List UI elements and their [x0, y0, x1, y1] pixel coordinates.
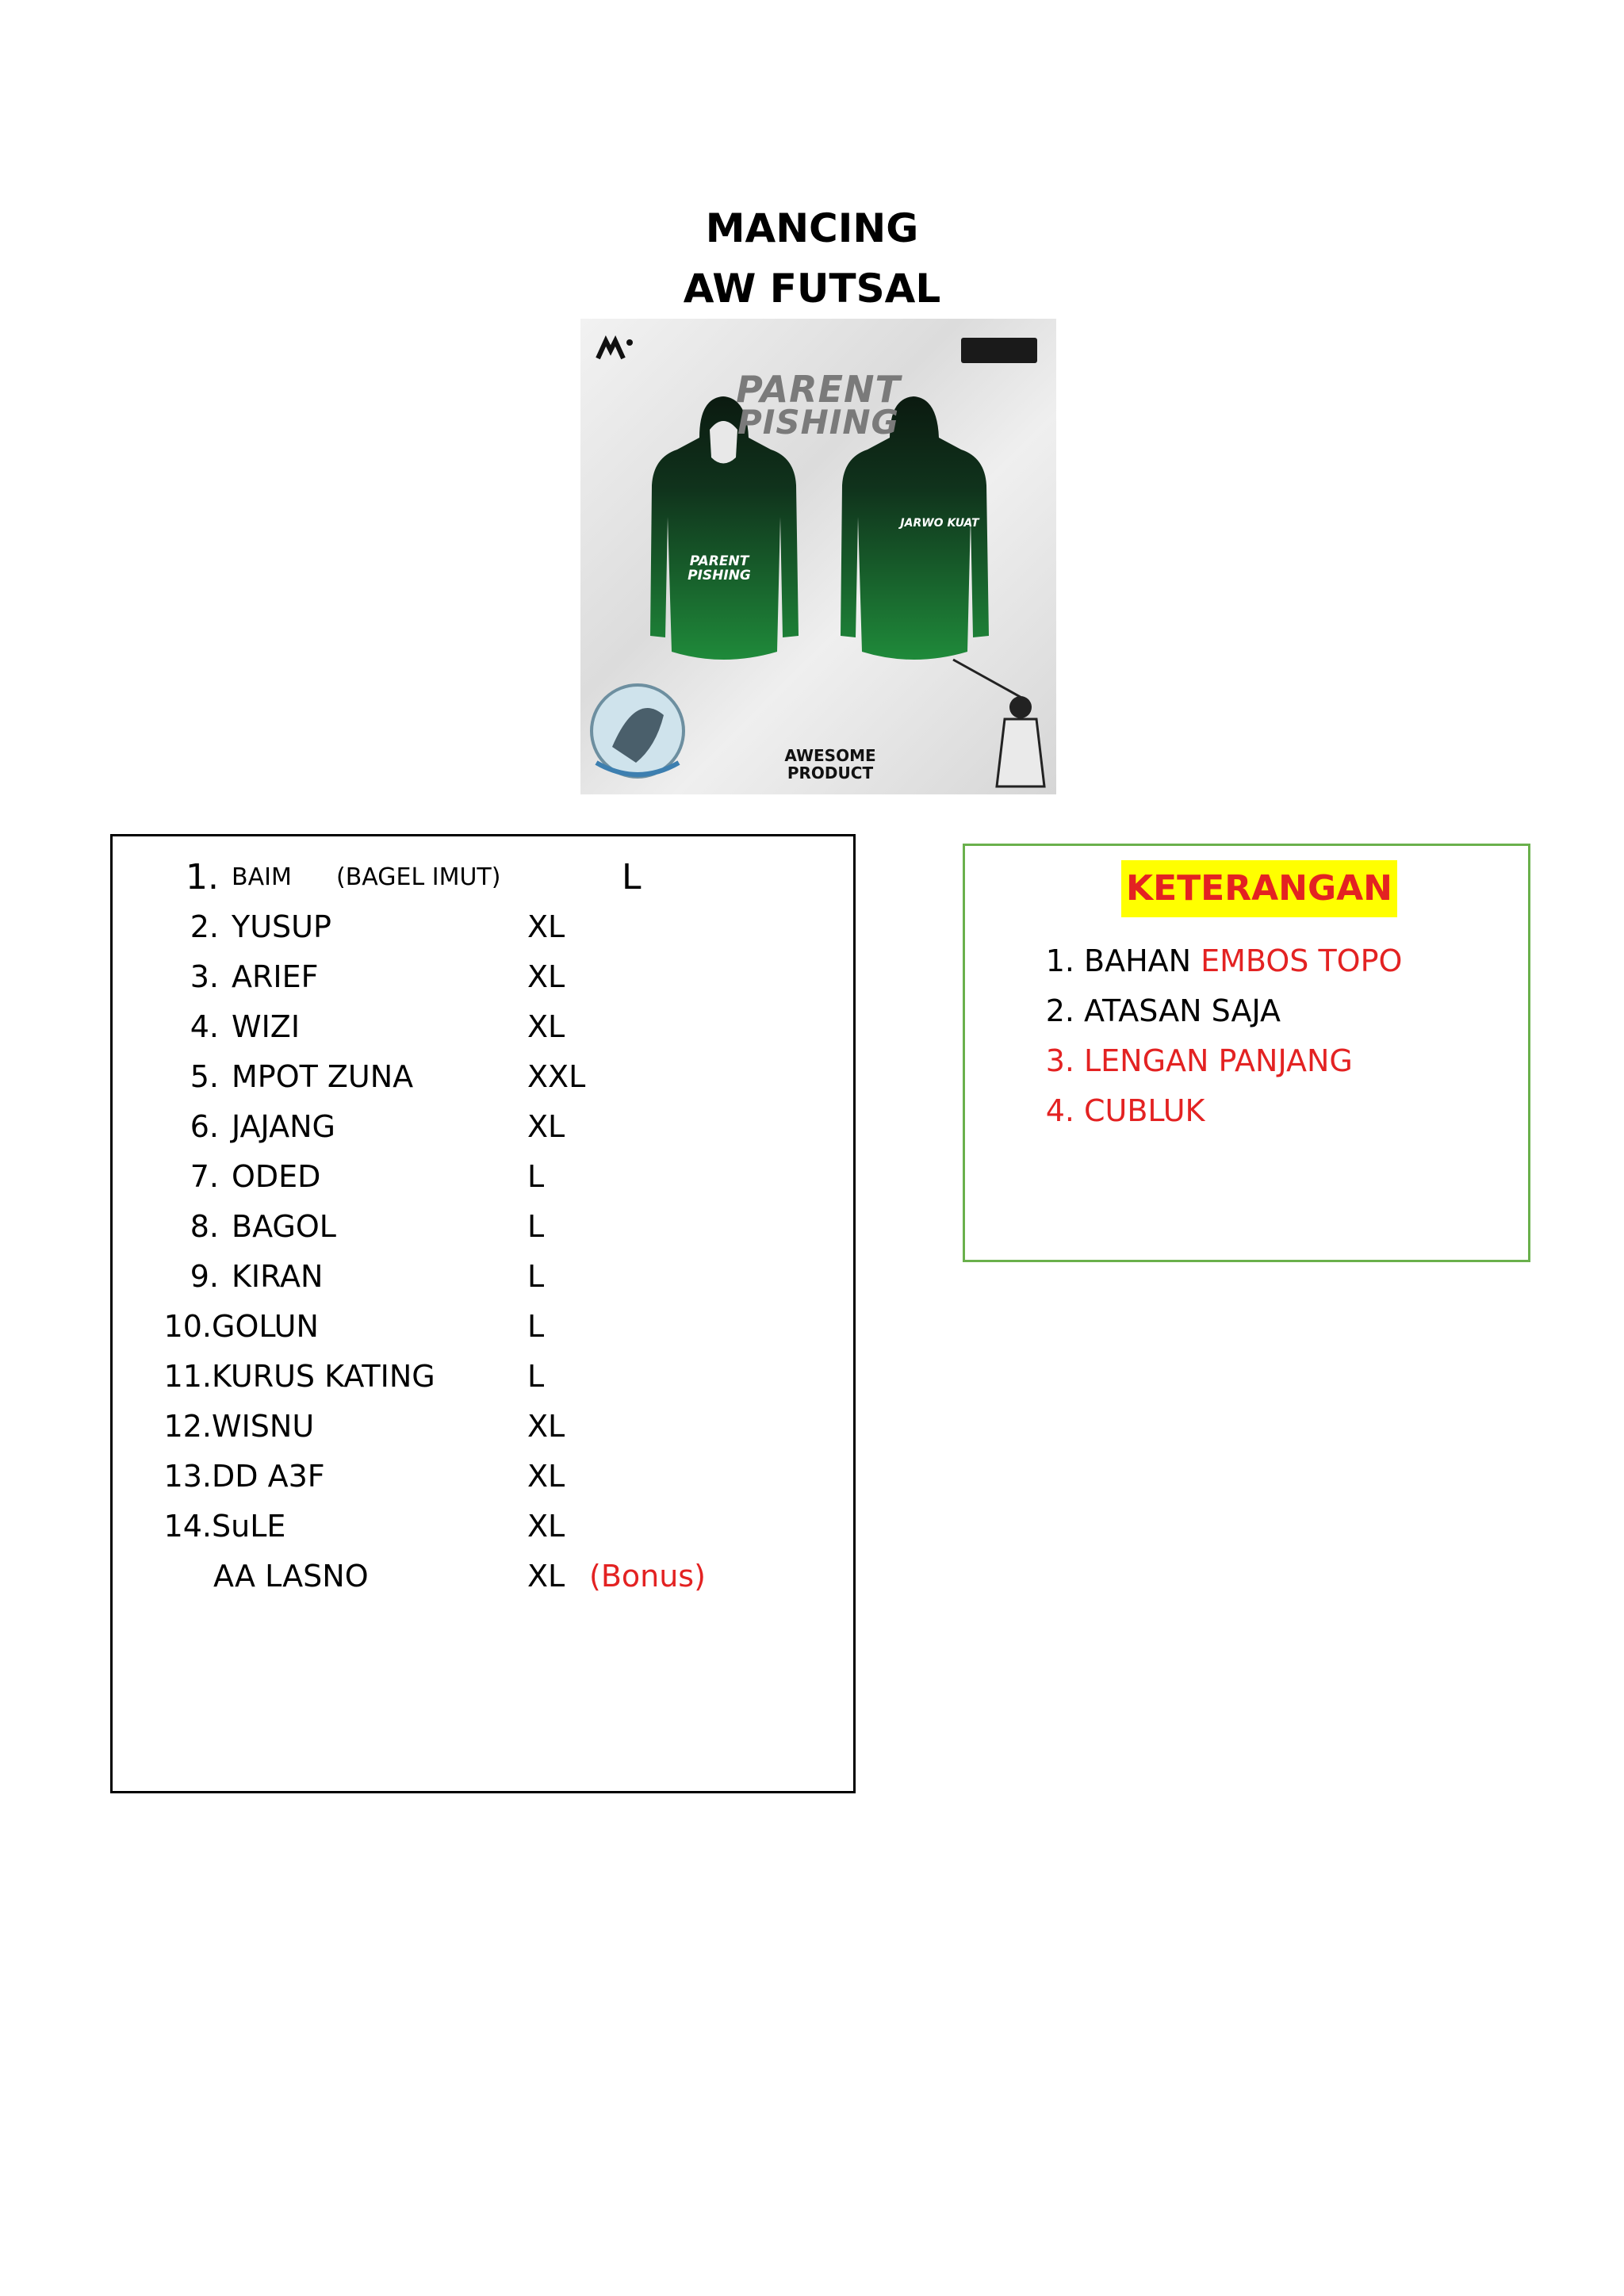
roster-row-number: 10. — [163, 1309, 212, 1344]
roster-row-name: WIZI — [232, 1009, 301, 1044]
notes-item-text — [1084, 1036, 1353, 1086]
jersey-chest-text-line1: PARENT — [689, 553, 749, 569]
roster-row-nickname: (BAGEL IMUT) — [336, 863, 501, 891]
roster-row-number: 13. — [163, 1459, 212, 1494]
roster-row-name: AA LASNO — [213, 1559, 369, 1594]
roster-row-number: 8. — [190, 1209, 219, 1244]
jersey-mockup-image — [580, 319, 1056, 794]
notes-item-text — [1084, 1086, 1205, 1136]
notes-item-text-red: LENGAN PANJANG — [1084, 1043, 1353, 1078]
fisherman-icon — [953, 660, 1044, 786]
roster-row-name: BAIM — [232, 863, 292, 891]
notes-title: KETERANGAN — [1121, 860, 1397, 917]
notes-item-number: 4. — [1045, 1093, 1074, 1128]
roster-row — [113, 952, 853, 1002]
roster-row-number: 7. — [190, 1159, 219, 1194]
notes-item-number: 3. — [1045, 1043, 1074, 1078]
roster-row-size: XL — [527, 1559, 565, 1594]
roster-row-name: KIRAN — [232, 1259, 324, 1294]
roster-row-number: 5. — [190, 1059, 219, 1094]
roster-row — [113, 1102, 853, 1152]
roster-row-name: MPOT ZUNA — [232, 1059, 414, 1094]
roster-row-number: 1. — [186, 857, 219, 897]
notes-item — [965, 986, 1528, 1036]
roster-bonus-row — [113, 1552, 853, 1601]
roster-box — [110, 834, 856, 1793]
roster-row — [113, 902, 853, 952]
roster-row — [113, 1352, 853, 1402]
awesome-product-logo — [779, 747, 882, 782]
roster-row-name: KURUS KATING — [212, 1359, 435, 1394]
roster-row-size: XL — [527, 1509, 565, 1544]
mockup-title-line1: PARENT — [736, 368, 901, 411]
roster-row-number: 2. — [190, 909, 219, 944]
awesome-logo-line2: PRODUCT — [787, 763, 874, 783]
fish-emblem-icon — [592, 685, 684, 777]
roster-row-size: L — [527, 1309, 545, 1344]
roster-row — [113, 1252, 853, 1302]
notes-box — [963, 844, 1530, 1262]
roster-row-size: XL — [527, 1459, 565, 1494]
roster-row-size: XL — [527, 1109, 565, 1144]
roster-row-name: ARIEF — [232, 959, 319, 994]
roster-row-name: DD A3F — [212, 1459, 325, 1494]
badge-logo-icon — [961, 338, 1037, 363]
notes-item — [965, 1086, 1528, 1136]
roster-row-size: XL — [527, 959, 565, 994]
roster-row — [113, 1452, 853, 1502]
roster-row-size: L — [527, 1209, 545, 1244]
roster-row-number: 9. — [190, 1259, 219, 1294]
roster-row-number: 3. — [190, 959, 219, 994]
roster-row-size: XL — [527, 1009, 565, 1044]
notes-item-text-red: EMBOS TOPO — [1201, 943, 1403, 978]
roster-row-number: 11. — [163, 1359, 212, 1394]
notes-item-text-plain: ATASAN SAJA — [1084, 993, 1281, 1028]
notes-item-text — [1084, 936, 1402, 986]
roster-row — [113, 1302, 853, 1352]
page-title-line2: AW FUTSAL — [683, 266, 941, 312]
notes-item-number: 2. — [1045, 993, 1074, 1028]
roster-row-name: WISNU — [212, 1409, 315, 1444]
roster-row-number: 14. — [163, 1509, 212, 1544]
jersey-back-name: JARWO KUAT — [900, 517, 979, 530]
awesome-logo-line1: AWESOME — [784, 746, 876, 765]
notes-item-number: 1. — [1045, 943, 1074, 978]
notes-item — [965, 1036, 1528, 1086]
roster-row — [113, 1052, 853, 1102]
roster-row-name: YUSUP — [232, 909, 331, 944]
roster-row-name: SuLE — [212, 1509, 286, 1544]
roster-row-size: L — [527, 1259, 545, 1294]
roster-row-size: L — [527, 1359, 545, 1394]
roster-row-number: 12. — [163, 1409, 212, 1444]
roster-row-size: XL — [527, 1409, 565, 1444]
roster-row-size: L — [622, 857, 642, 897]
roster-row-size: L — [527, 1159, 545, 1194]
roster-row — [113, 852, 853, 902]
roster-row-size: XXL — [527, 1059, 586, 1094]
roster-row-name: ODED — [232, 1159, 321, 1194]
roster-row-name: BAGOL — [232, 1209, 336, 1244]
roster-row — [113, 1002, 853, 1052]
notes-item-text — [1084, 986, 1281, 1036]
bonus-note: (Bonus) — [589, 1559, 706, 1594]
page-title-line1: MANCING — [705, 205, 919, 251]
roster-row-number: 6. — [190, 1109, 219, 1144]
roster-row — [113, 1202, 853, 1252]
brand-logo-icon — [598, 339, 633, 358]
roster-row-name: GOLUN — [212, 1309, 319, 1344]
notes-item-text-plain: BAHAN — [1084, 943, 1201, 978]
notes-item — [965, 936, 1528, 986]
roster-row — [113, 1402, 853, 1452]
jersey-chest-text-line2: PISHING — [688, 568, 751, 584]
mockup-title-line2: PISHING — [737, 403, 900, 442]
roster-row-size: XL — [527, 909, 565, 944]
roster-row-name: JAJANG — [232, 1109, 335, 1144]
roster-row-number: 4. — [190, 1009, 219, 1044]
roster-row — [113, 1502, 853, 1552]
notes-item-text-red: CUBLUK — [1084, 1093, 1205, 1128]
roster-row — [113, 1152, 853, 1202]
